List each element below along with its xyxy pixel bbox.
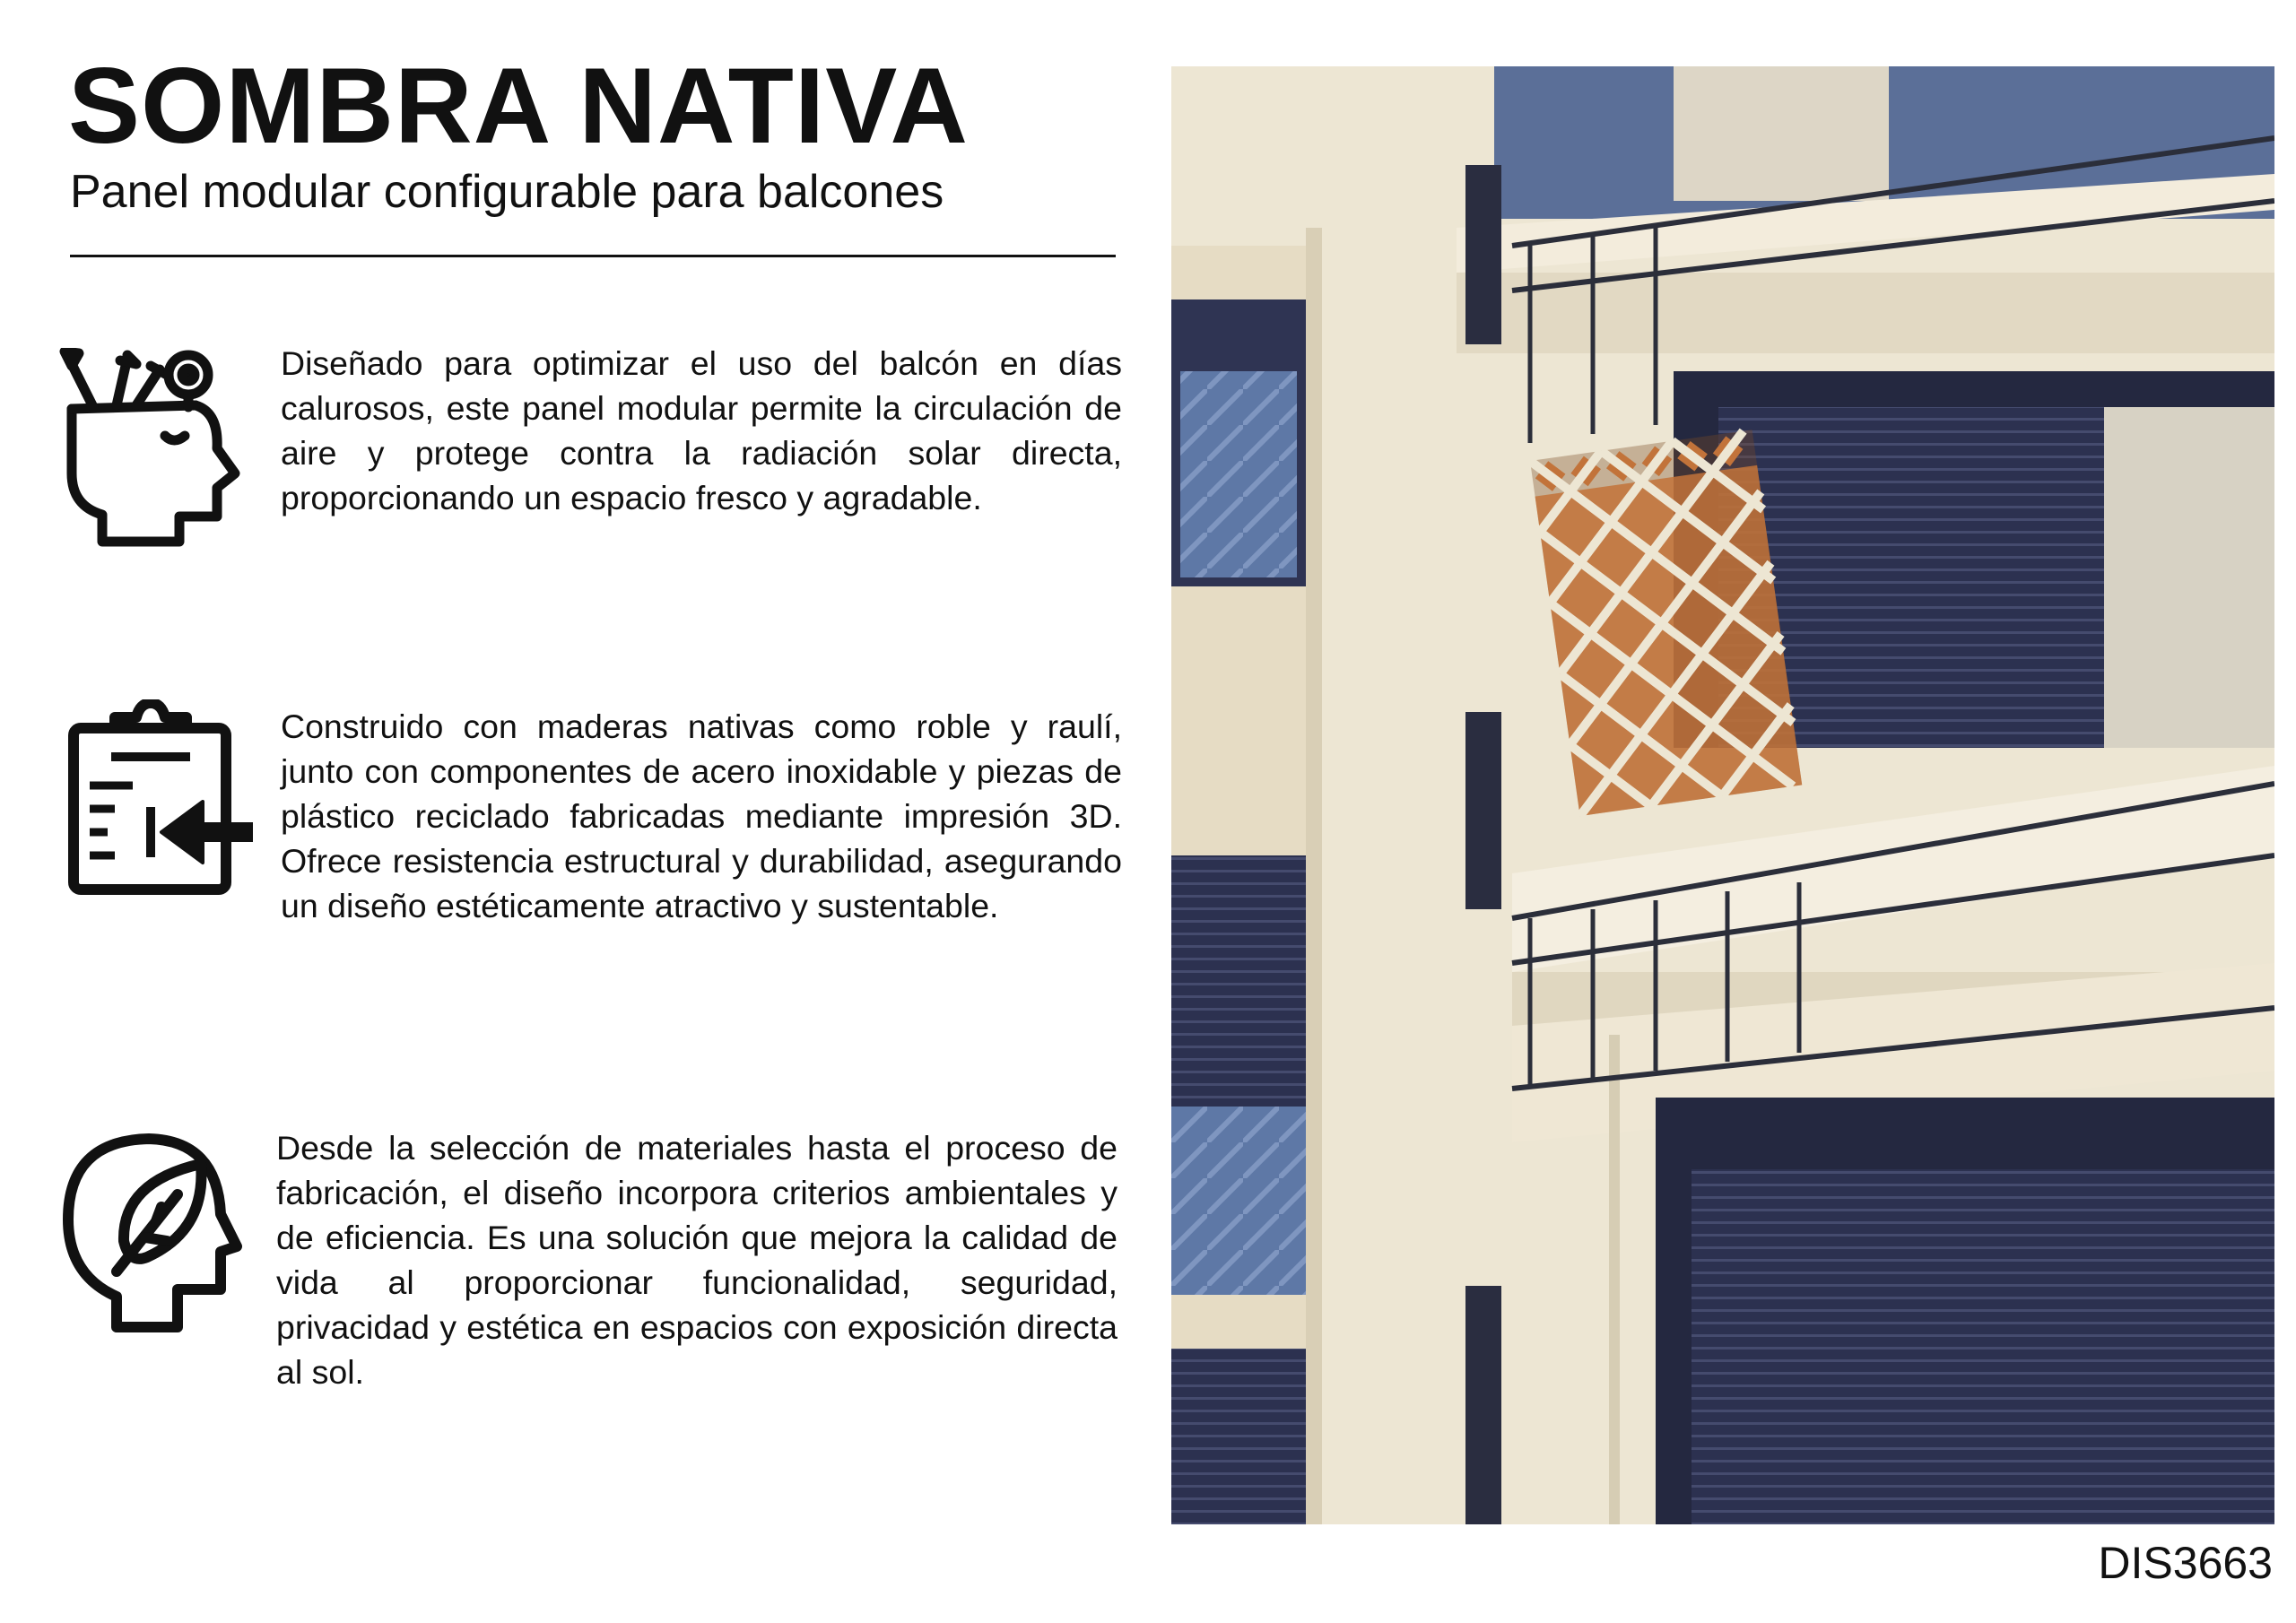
title-divider xyxy=(70,255,1116,257)
clipboard-import-icon xyxy=(68,699,257,897)
course-code: DIS3663 xyxy=(2098,1538,2273,1588)
page-title: SOMBRA NATIVA xyxy=(68,46,970,166)
feature-text-materials: Construido con maderas nativas como roble y raulí, junto con componentes de acero inoxidable y piezas de plástico reciclado fabricadas mediante impresión 3D. Ofrece resistencia estructural y durabilidad, asegurando un diseño estéticamente atractivo y sustentable. xyxy=(281,707,1122,924)
head-leaf-icon xyxy=(63,1132,242,1338)
feature-text-design: Diseñado para optimizar el uso del balcón en días calurosos, este panel modular permite la circulación de aire y protege contra la radiación solar directa, proporcionando un espacio fresco y agradable. xyxy=(281,344,1122,516)
head-ideas-icon xyxy=(59,348,248,547)
feature-text-sustainability: Desde la selección de materiales hasta el proceso de fabricación, el diseño incorpora criterios ambientales y de eficiencia. Es una solución que mejora la calidad de vida al proporcionar funcionalidad, seguridad, privacidad y estética en espacios con exposición directa al sol. xyxy=(276,1129,1118,1391)
page-subtitle: Panel modular configurable para balcones xyxy=(70,166,944,218)
balcony-photo xyxy=(1171,66,2274,1524)
